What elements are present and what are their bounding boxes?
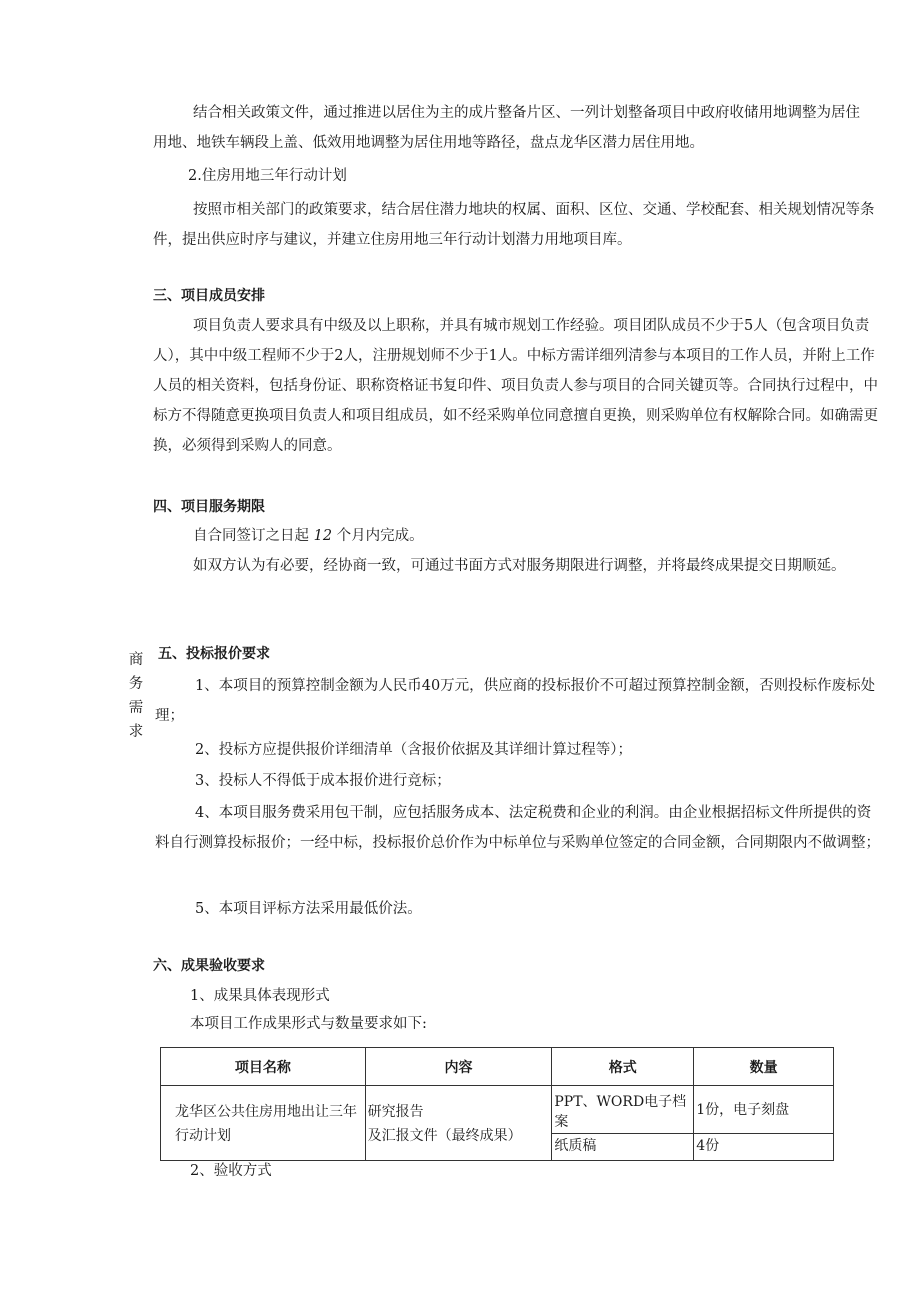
sec5-heading: 五、投标报价要求	[158, 646, 270, 662]
content-line1: 研究报告	[367, 1104, 424, 1120]
sec5-item3: 3、投标人不得低于成本报价进行竞标；	[195, 773, 451, 789]
sec6-intro: 本项目工作成果形式与数量要求如下:	[190, 1016, 427, 1032]
side-char: 商	[128, 652, 144, 668]
table-row	[161, 1086, 834, 1134]
sec2-item2-title: 2.住房用地三年行动计划	[188, 168, 347, 184]
sec6-sub2: 2、验收方式	[190, 1163, 272, 1179]
results-table	[160, 1047, 834, 1161]
header-project-name: 项目名称	[161, 1048, 366, 1086]
content-cell	[365, 1086, 552, 1161]
table-header-row	[161, 1048, 834, 1086]
header-format: 格式	[552, 1048, 694, 1086]
side-char: 需	[128, 700, 144, 716]
sec3-para: 项目负责人要求具有中级及以上职称，并具有城市规划工作经验。项目团队成员不少于5人（包含项目负责人），其中中级工程师不少于2人，注册规划师不少于1人。中标方需详细列清参与本项目的工作人员，并附上工作人员的相关资料，包括身份证、职称资格证书复印件、项目负责人参与项目的合同关键页等。合同执行过程中，中标方不得随意更换项目负责人和项目组成员，如不经采购单位同意擅自更换，则采购单位有权解除合同。如确需更换，必须得到采购人的同意。	[153, 318, 878, 454]
quantity-cell: 1份，电子刻盘	[694, 1086, 834, 1134]
sec6-sub1: 1、成果具体表现形式	[190, 988, 330, 1004]
sec4-para2: 如双方认为有必要，经协商一致，可通过书面方式对服务期限进行调整，并将最终成果提交日期顺延。	[193, 558, 846, 574]
quantity-cell: 4份	[694, 1134, 834, 1161]
sec4-para1-pre: 自合同签订之日起	[193, 528, 309, 544]
sec5-item5: 5、本项目评标方法采用最低价法。	[195, 901, 422, 917]
format-cell: 纸质稿	[552, 1134, 694, 1161]
sec4-para1-num: 12	[313, 528, 333, 544]
sec5-item1: 1、本项目的预算控制金额为人民币40万元，供应商的投标报价不可超过预算控制金额，否则投标作废标处理；	[155, 678, 876, 724]
sec3-heading: 三、项目成员安排	[153, 288, 265, 304]
side-label	[126, 648, 146, 744]
content-line2: 及汇报文件（最终成果）	[367, 1128, 522, 1144]
sec4-para1-post: 个月内完成。	[336, 528, 424, 544]
side-char: 求	[128, 724, 144, 740]
sec2-para1: 结合相关政策文件，通过推进以居住为主的成片整备片区、一列计划整备项目中政府收储用地调整为居住用地、地铁车辆段上盖、低效用地调整为居住用地等路径，盘点龙华区潜力居住用地。	[153, 105, 860, 151]
sec5-item4: 4、本项目服务费采用包干制，应包括服务成本、法定税费和企业的利润。由企业根据招标文件所提供的资料自行测算投标报价；一经中标，投标报价总价作为中标单位与采购单位签定的合同金额，合同期限内不做调整；	[155, 805, 880, 851]
header-quantity: 数量	[694, 1048, 834, 1086]
sec2-para2: 按照市相关部门的政策要求，结合居住潜力地块的权属、面积、区位、交通、学校配套、相关规划情况等条件，提出供应时序与建议，并建立住房用地三年行动计划潜力用地项目库。	[153, 202, 875, 248]
side-char: 务	[128, 676, 144, 692]
project-name-cell: 龙华区公共住房用地出让三年行动计划	[161, 1086, 366, 1161]
sec6-heading: 六、成果验收要求	[153, 958, 265, 974]
sec5-item2: 2、投标方应提供报价详细清单（含报价依据及其详细计算过程等）；	[195, 742, 632, 758]
sec4-para1	[153, 521, 880, 551]
header-content: 内容	[365, 1048, 552, 1086]
sec4-heading: 四、项目服务期限	[153, 499, 265, 515]
format-cell: PPT、WORD电子档案	[552, 1086, 694, 1134]
